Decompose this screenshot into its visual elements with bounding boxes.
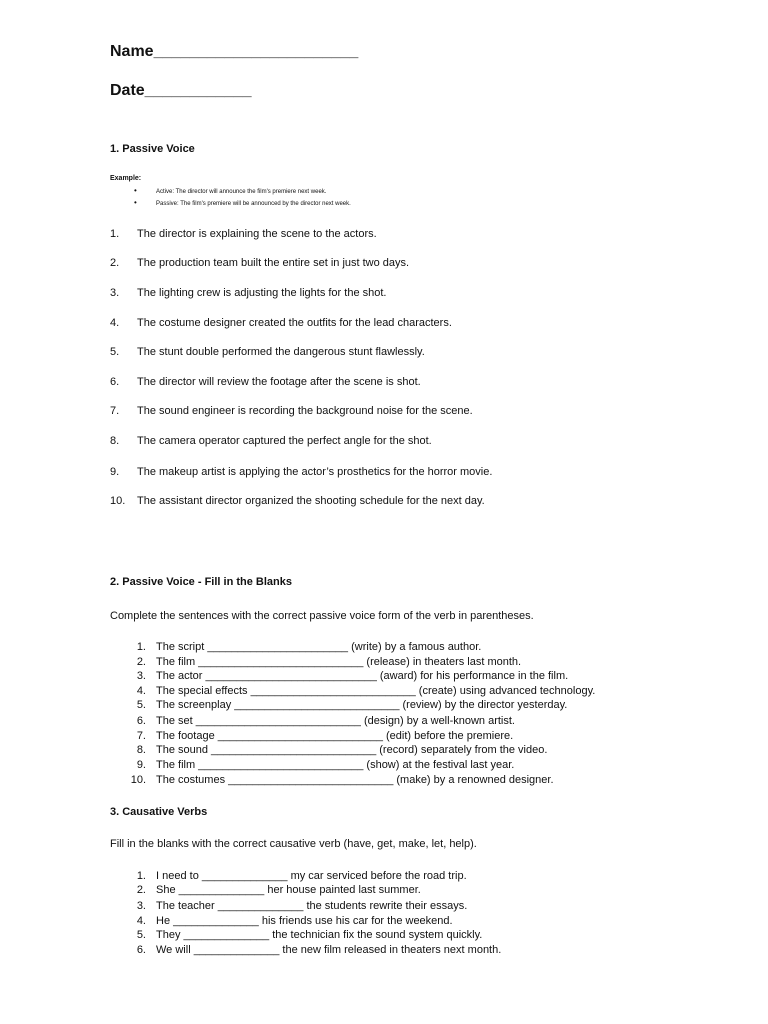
item-number: 5.: [110, 346, 120, 358]
item-text: We will ______________ the new film released in theaters next month.: [156, 944, 502, 956]
section3-title: 3. Causative Verbs: [110, 806, 208, 818]
item-number: 3.: [136, 670, 146, 682]
item-text: They ______________ the technician fix the sound system quickly.: [156, 929, 483, 941]
name-field-label: Name_______________________: [110, 43, 359, 60]
item-text: The sound ___________________________ (record) separately from the video.: [156, 744, 548, 756]
date-field-label: Date____________: [110, 82, 252, 99]
item-number: 3.: [136, 900, 146, 912]
item-text: The assistant director organized the shooting schedule for the next day.: [137, 495, 485, 507]
section2-title: 2. Passive Voice - Fill in the Blanks: [110, 576, 292, 588]
item-number: 8.: [110, 435, 120, 447]
item-text: The script _______________________ (write) by a famous author.: [156, 641, 482, 653]
item-text: The set ___________________________ (design) by a well-known artist.: [156, 715, 515, 727]
item-number: 5.: [136, 699, 146, 711]
item-number: 2.: [136, 884, 146, 896]
item-text: The screenplay ___________________________ (review) by the director yesterday.: [156, 699, 568, 711]
item-text: The makeup artist is applying the actor’s prosthetics for the horror movie.: [137, 466, 493, 478]
item-number: 10.: [110, 495, 126, 507]
example-item: [134, 186, 326, 195]
example-text: Active: The director will announce the film's premiere next week.: [156, 189, 327, 195]
item-text: The special effects ___________________________ (create) using advanced technology.: [156, 685, 596, 697]
item-number: 1.: [110, 228, 120, 240]
item-text: The camera operator captured the perfect angle for the shot.: [137, 435, 432, 447]
item-number: 9.: [110, 466, 120, 478]
item-number: 4.: [110, 317, 120, 329]
example-label: Example:: [110, 175, 142, 182]
item-text: The film ___________________________ (show) at the festival last year.: [156, 759, 515, 771]
item-number: 10.: [130, 774, 146, 786]
item-number: 7.: [136, 730, 146, 742]
section1-title: 1. Passive Voice: [110, 143, 195, 155]
bullet-icon: •: [134, 198, 137, 207]
example-text: Passive: The film's premiere will be announced by the director next week.: [156, 201, 351, 207]
item-text: The director will review the footage after the scene is shot.: [137, 376, 421, 388]
item-number: 2.: [136, 656, 146, 668]
item-number: 9.: [136, 759, 146, 771]
item-number: 6.: [110, 376, 120, 388]
section3-instructions: Fill in the blanks with the correct causative verb (have, get, make, let, help).: [110, 838, 477, 850]
item-text: The teacher ______________ the students rewrite their essays.: [156, 900, 468, 912]
item-text: She ______________ her house painted last summer.: [156, 884, 421, 896]
item-text: The costumes ___________________________ (make) by a renowned designer.: [156, 774, 554, 786]
item-text: The costume designer created the outfits for the lead characters.: [137, 317, 452, 329]
item-number: 4.: [136, 685, 146, 697]
section2-instructions: Complete the sentences with the correct passive voice form of the verb in parentheses.: [110, 610, 534, 622]
item-text: He ______________ his friends use his car for the weekend.: [156, 915, 453, 927]
item-text: The stunt double performed the dangerous stunt flawlessly.: [137, 346, 425, 358]
example-item: [134, 198, 351, 207]
item-number: 5.: [136, 929, 146, 941]
item-text: The production team built the entire set in just two days.: [137, 257, 410, 269]
item-number: 8.: [136, 744, 146, 756]
bullet-icon: •: [134, 186, 137, 195]
item-text: The film ___________________________ (release) in theaters last month.: [156, 656, 522, 668]
item-text: I need to ______________ my car serviced before the road trip.: [156, 870, 467, 882]
item-text: The director is explaining the scene to the actors.: [137, 228, 377, 240]
item-number: 3.: [110, 287, 120, 299]
item-number: 6.: [136, 715, 146, 727]
item-text: The footage ___________________________ (edit) before the premiere.: [156, 730, 514, 742]
item-text: The lighting crew is adjusting the lights for the shot.: [137, 287, 387, 299]
item-text: The sound engineer is recording the background noise for the scene.: [137, 405, 473, 417]
item-number: 2.: [110, 257, 120, 269]
item-text: The actor ____________________________ (award) for his performance in the film.: [156, 670, 569, 682]
item-number: 1.: [136, 641, 146, 653]
item-number: 4.: [136, 915, 146, 927]
item-number: 1.: [136, 870, 146, 882]
item-number: 7.: [110, 405, 120, 417]
item-number: 6.: [136, 944, 146, 956]
